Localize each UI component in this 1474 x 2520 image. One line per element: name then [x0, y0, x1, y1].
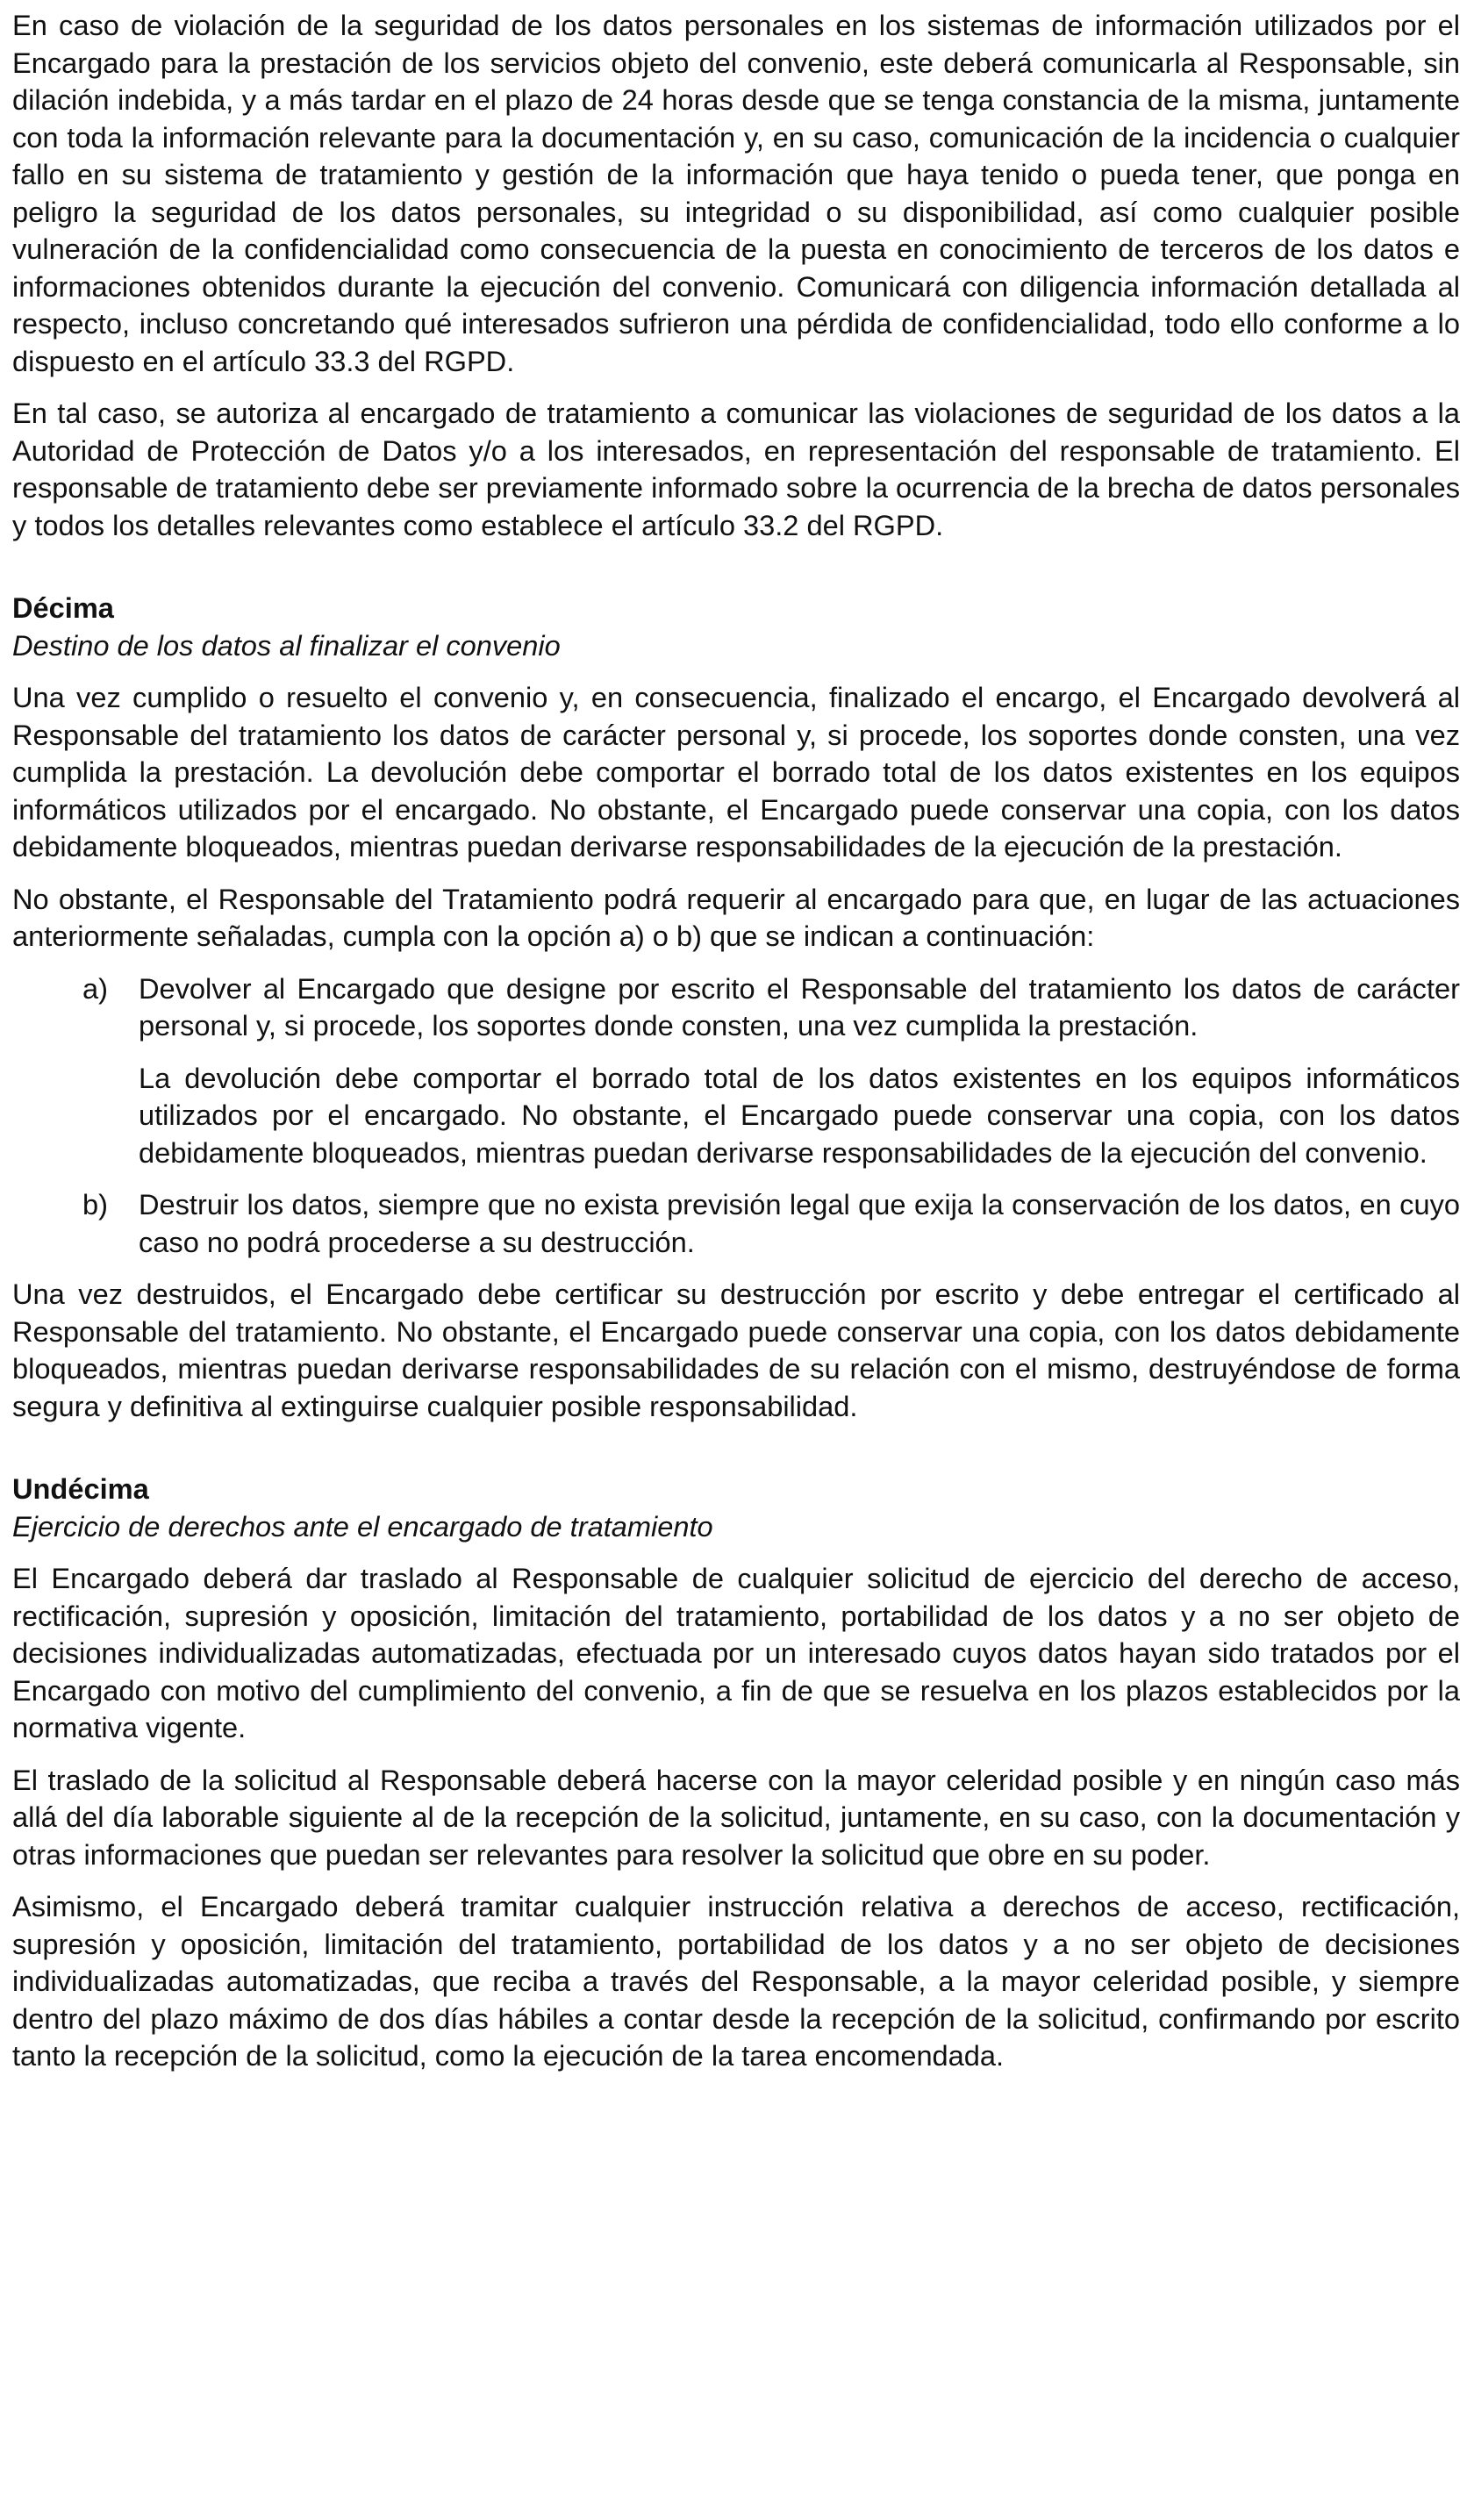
list-item-text: Devolver al Encargado que designe por escrito el Responsable del tratamiento los datos de carácter personal y, si procede, los soportes donde consten, una vez cumplida la prestación. [139, 971, 1460, 1042]
list-item-body [139, 970, 1460, 1172]
list-item-body [139, 1186, 1460, 1261]
list-item-a [12, 970, 1460, 1172]
options-list [12, 970, 1460, 1262]
section-heading: Décima [12, 591, 114, 624]
undecima-paragraph-1: El Encargado deberá dar traslado al Responsable de cualquier solicitud de ejercicio del derecho de acceso, rectificación, supresión y oposición, limitación del tratamiento, portabilidad de los datos y a no ser objeto de decisiones individualizadas automatizadas, efectuada por un interesado cuyos datos hayan sido tratados por el Encargado con motivo del cumplimiento del convenio, a fin de que se resuelva en los plazos establecidos por la normativa vigente. [12, 1562, 1460, 1743]
section-subheading: Destino de los datos al finalizar el convenio [12, 628, 561, 662]
list-item-text: Destruir los datos, siempre que no exista previsión legal que exija la conservación de los datos, en cuyo caso no podrá procederse a su destrucción. [139, 1188, 1460, 1258]
list-item-b [12, 1186, 1460, 1261]
section-subheading: Ejercicio de derechos ante el encargado de tratamiento [12, 1509, 713, 1543]
section-heading: Undécima [12, 1472, 149, 1505]
section-undecima [12, 1471, 1460, 2075]
undecima-paragraph-3: Asimismo, el Encargado deberá tramitar cualquier instrucción relativa a derechos de acceso, rectificación, supresión y oposición, limitación del tratamiento, portabilidad de los datos y a no ser objeto de decisiones individualizadas automatizadas, que reciba a través del Responsable, a la mayor celeridad posible, y siempre dentro del plazo máximo de dos días hábiles a contar desde la recepción de la solicitud, confirmando por escrito tanto la recepción de la solicitud, como la ejecución de la tarea encomendada. [12, 1890, 1460, 2072]
intro-paragraph-1: En caso de violación de la seguridad de los datos personales en los sistemas de información utilizados por el Encargado para la prestación de los servicios objeto del convenio, este deberá comunicarla al Responsable, sin dilación indebida, y a más tardar en el plazo de 24 horas desde que se tenga constancia de la misma, juntamente con toda la información relevante para la documentación y, en su caso, comunicación de la incidencia o cualquier fallo en su sistema de tratamiento y gestión de la información que haya tenido o pueda tener, que ponga en peligro la seguridad de los datos personales, su integridad o su disponibilidad, así como cualquier posible vulneración de la confidencialidad como consecuencia de la puesta en conocimiento de terceros de los datos e informaciones obtenidos durante la ejecución del convenio. Comunicará con diligencia información detallada al respecto, incluso concretando qué interesados sufrieron una pérdida de confidencialidad, todo ello conforme a lo dispuesto en el artículo 33.3 del RGPD. [12, 9, 1460, 377]
list-marker: a) [82, 971, 108, 1005]
decima-paragraph-1: Una vez cumplido o resuelto el convenio y, en consecuencia, finalizado el encargo, el Encargado devolverá al Responsable del tratamiento los datos de carácter personal y, si procede, los soportes donde consten, una vez cumplida la prestación. La devolución debe comportar el borrado total de los datos existentes en los equipos informáticos utilizados por el encargado. No obstante, el Encargado puede conservar una copia, con los datos debidamente bloqueados, mientras puedan derivarse responsabilidades de la ejecución de la prestación. [12, 681, 1460, 863]
decima-paragraph-3: Una vez destruidos, el Encargado debe certificar su destrucción por escrito y debe entregar el certificado al Responsable del tratamiento. No obstante, el Encargado puede conservar una copia, con los datos debidamente bloqueados, mientras puedan derivarse responsabilidades de su relación con el mismo, destruyéndose de forma segura y definitiva al extinguirse cualquier posible responsabilidad. [12, 1278, 1460, 1422]
section-decima [12, 590, 1460, 1425]
document-page [12, 7, 1460, 2090]
intro-paragraph-2: En tal caso, se autoriza al encargado de tratamiento a comunicar las violaciones de seguridad de los datos a la Autoridad de Protección de Datos y/o a los interesados, en representación del responsable de tratamiento. El responsable de tratamiento debe ser previamente informado sobre la ocurrencia de la brecha de datos personales y todos los detalles relevantes como establece el artículo 33.2 del RGPD. [12, 397, 1460, 541]
list-marker: b) [82, 1188, 108, 1221]
list-item-text: La devolución debe comportar el borrado total de los datos existentes en los equipos informáticos utilizados por el encargado. No obstante, el Encargado puede conservar una copia, con los datos debidamente bloqueados, mientras puedan derivarse responsabilidades de la ejecución del convenio. [139, 1061, 1460, 1169]
decima-paragraph-2: No obstante, el Responsable del Tratamiento podrá requerir al encargado para que, en lugar de las actuaciones anteriormente señaladas, cumpla con la opción a) o b) que se indican a continuación: [12, 882, 1460, 952]
undecima-paragraph-2: El traslado de la solicitud al Responsable deberá hacerse con la mayor celeridad posible y en ningún caso más allá del día laborable siguiente al de la recepción de la solicitud, juntamente, en su caso, con la documentación y otras informaciones que puedan ser relevantes para resolver la solicitud que obre en su poder. [12, 1763, 1460, 1871]
